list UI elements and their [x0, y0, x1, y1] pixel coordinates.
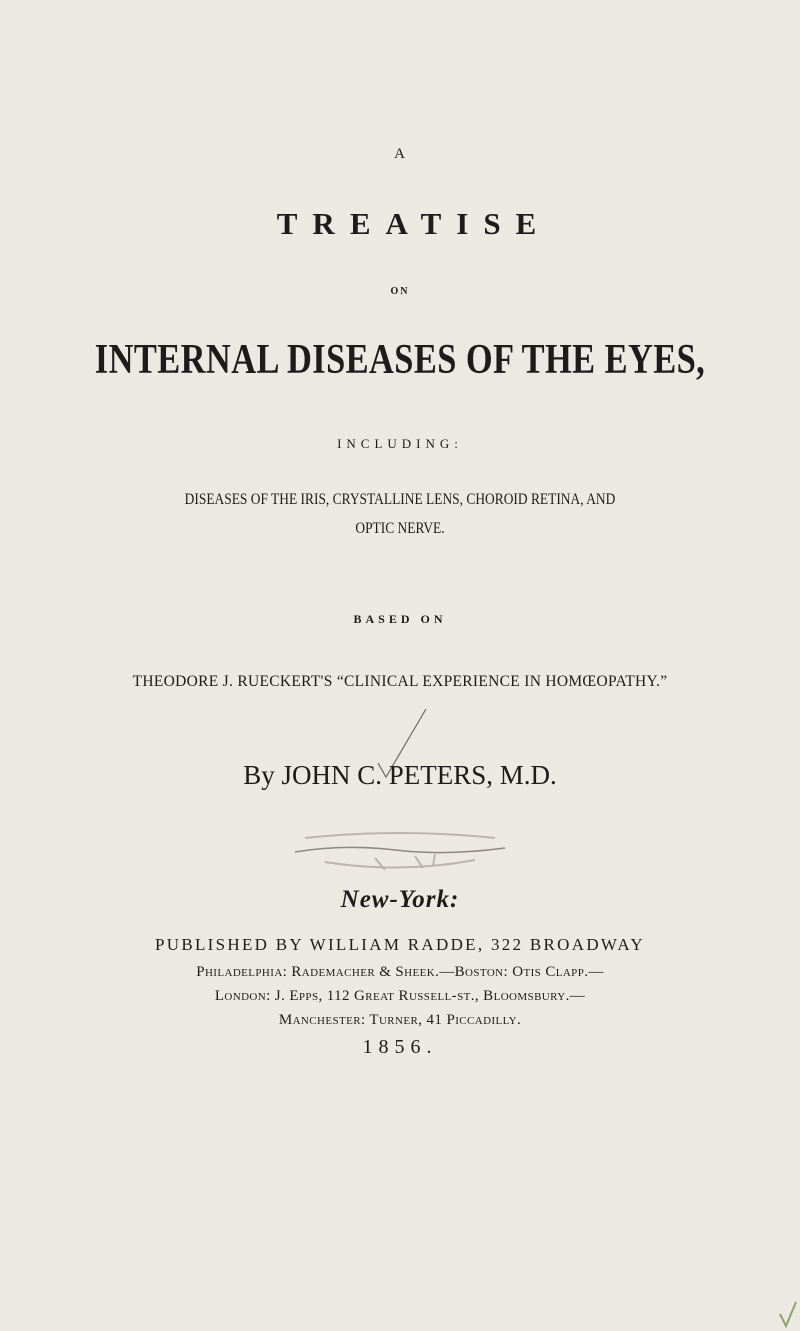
distributors-line-2: London: J. Epps, 112 Great Russell-st., Bloomsbury.—	[214, 988, 586, 1004]
main-title: INTERNAL DISEASES OF THE EYES,	[94, 337, 706, 383]
distributors-line-1: Philadelphia: Rademacher & Sheek.—Boston: Otis Clapp.—	[196, 964, 604, 980]
corner-pencil-mark	[778, 1300, 798, 1328]
title-on: ON	[390, 286, 410, 297]
library-stamp-mark	[285, 830, 515, 890]
author-line: By JOHN C. PETERS, M.D.	[243, 760, 557, 790]
including-label: INCLUDING:	[337, 436, 463, 451]
publication-year: 1856.	[362, 1036, 438, 1058]
distributors-line-3: Manchester: Turner, 41 Piccadilly.	[278, 1012, 522, 1028]
title-treatise: TREATISE	[276, 206, 552, 241]
subjects-line-2: OPTIC NERVE.	[355, 520, 445, 537]
imprint-city: New-York:	[340, 886, 460, 913]
based-on-label: BASED ON	[353, 612, 447, 626]
publisher-line: PUBLISHED BY WILLIAM RADDE, 322 BROADWAY	[155, 935, 645, 954]
source-work: THEODORE J. RUECKERT'S “CLINICAL EXPERIENCE IN HOMŒOPATHY.”	[132, 673, 668, 690]
subjects-line-1: DISEASES OF THE IRIS, CRYSTALLINE LENS, CHOROID RETINA, AND	[184, 491, 616, 508]
title-article: A	[394, 146, 406, 162]
